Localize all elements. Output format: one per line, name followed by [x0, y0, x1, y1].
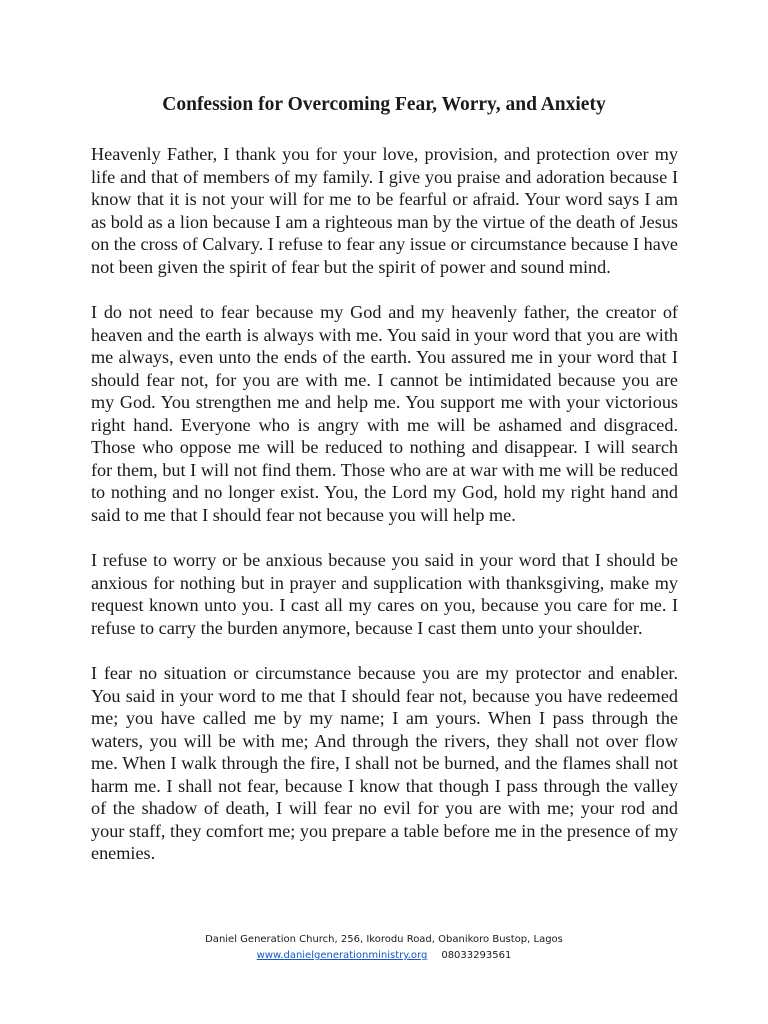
footer-contact-line — [0, 948, 768, 964]
paragraph-1: Heavenly Father, I thank you for your love, provision, and protection over my life and that of members of my family. I give you praise and adoration because I know that it is not your will for me to be fearful or afraid. Your word says I am as bold as a lion because I am a righteous man by the virtue of the death of Jesus on the cross of Calvary. I refuse to fear any issue or circumstance because I have not been given the spirit of fear but the spirit of power and sound mind. — [91, 144, 678, 277]
footer-phone: 08033293561 — [441, 950, 512, 961]
footer-website-link[interactable]: www.danielgenerationministry.org — [256, 950, 428, 961]
document-body — [91, 143, 678, 888]
document-title: Confession for Overcoming Fear, Worry, and Anxiety — [162, 94, 606, 115]
footer-address: Daniel Generation Church, 256, Ikorodu Road, Obanikoro Bustop, Lagos — [205, 934, 563, 945]
paragraph-3: I refuse to worry or be anxious because you said in your word that I should be anxious for nothing but in prayer and supplication with thanksgiving, make my request known unto you. I cast all my cares on you, because you care for me. I refuse to carry the burden anymore, because I cast them unto your shoulder. — [91, 550, 678, 638]
page-footer — [0, 932, 768, 964]
paragraph-4: I fear no situation or circumstance because you are my protector and enabler. You said in your word to me that I should fear not, because you have redeemed me; you have called me by my name; I am yours. When I pass through the waters, you will be with me; And through the rivers, they shall not over flow me. When I walk through the fire, I shall not be burned, and the flames shall not harm me. I shall not fear, because I know that though I pass through the valley of the shadow of death, I will fear no evil for you are with me; your rod and your staff, they comfort me; you prepare a table before me in the presence of my enemies. — [91, 663, 678, 863]
paragraph-2: I do not need to fear because my God and my heavenly father, the creator of heaven and the earth is always with me. You said in your word that you are with me always, even unto the ends of the earth. You assured me in your word that I should fear not, for you are with me. I cannot be intimidated because you are my God. You strengthen me and help me. You support me with your victorious right hand. Everyone who is angry with me will be ashamed and disgraced. Those who oppose me will be reduced to nothing and disappear. I will search for them, but I will not find them. Those who are at war with me will be reduced to nothing and no longer exist. You, the Lord my God, hold my right hand and said to me that I should fear not because you will help me. — [91, 302, 678, 525]
